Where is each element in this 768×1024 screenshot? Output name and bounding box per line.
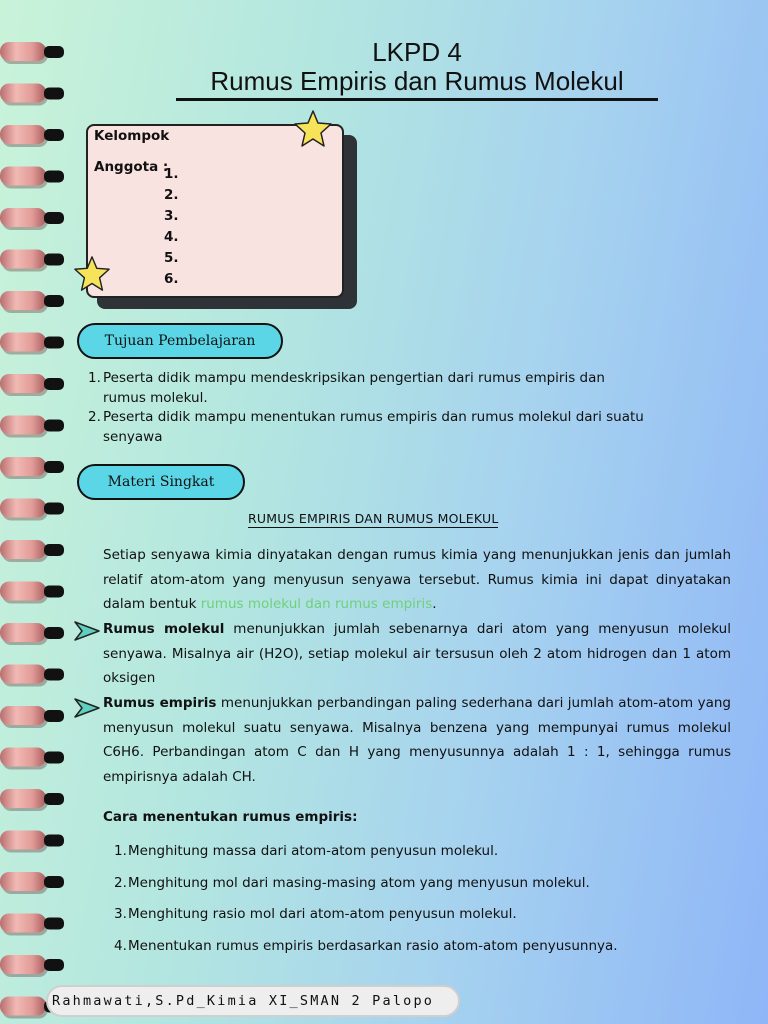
objectives-heading: Tujuan Pembelajaran xyxy=(77,323,283,359)
spiral-coil xyxy=(0,416,46,435)
binding-hole xyxy=(44,212,64,224)
spiral-coil xyxy=(0,955,46,974)
spiral-coil xyxy=(0,374,46,393)
objective-text: Peserta didik mampu menentukan rumus empiris dan rumus molekul dari suatu senyawa xyxy=(103,409,644,445)
binding-hole xyxy=(44,544,64,556)
spiral-coil xyxy=(0,665,46,684)
binding-hole xyxy=(44,378,64,390)
empiris-term: Rumus empiris xyxy=(103,695,217,711)
star-icon xyxy=(293,109,333,149)
spiral-coil xyxy=(0,333,46,352)
member-item: 3. xyxy=(164,208,179,224)
objective-number: 1. xyxy=(88,370,101,386)
intro-text: Setiap senyawa kimia dinyatakan dengan rumus kimia yang menunjukkan jenis dan jumlah relatif atom-atom yang menyusun senyawa tersebut. Rumus kimia ini dapat dinyatakan dalam bentuk xyxy=(103,547,731,612)
binding-hole xyxy=(44,461,64,473)
molekul-paragraph xyxy=(103,617,731,691)
spiral-coil xyxy=(0,748,46,767)
author-footer: Rahmawati,S.Pd_Kimia XI_SMAN 2 Palopo xyxy=(46,985,460,1017)
binding-hole xyxy=(44,129,64,141)
binding-hole xyxy=(44,876,64,888)
spiral-coil xyxy=(0,623,46,642)
binding-hole xyxy=(44,710,64,722)
member-item: 2. xyxy=(164,187,179,203)
title-line-2: Rumus Empiris dan Rumus Molekul xyxy=(176,66,658,101)
binding-hole xyxy=(44,503,64,515)
binding-hole xyxy=(44,420,64,432)
objectives-list xyxy=(88,369,648,447)
anggota-label: Anggota : xyxy=(94,159,169,175)
step-text: Menghitung rasio mol dari atom-atom penyusun molekul. xyxy=(128,906,517,922)
spiral-coil xyxy=(0,84,46,103)
spiral-binding xyxy=(0,0,70,1024)
molekul-term: Rumus molekul xyxy=(103,621,225,637)
spiral-coil xyxy=(0,291,46,310)
binding-hole xyxy=(44,835,64,847)
binding-hole xyxy=(44,337,64,349)
spiral-coil xyxy=(0,499,46,518)
binding-hole xyxy=(44,88,64,100)
binding-hole xyxy=(44,918,64,930)
step-item xyxy=(114,901,618,933)
spiral-coil xyxy=(0,872,46,891)
binding-hole xyxy=(44,959,64,971)
star-icon xyxy=(73,255,111,293)
member-item: 1. xyxy=(164,166,179,182)
binding-hole xyxy=(44,254,64,266)
step-number: 3. xyxy=(114,906,127,922)
spiral-coil xyxy=(0,208,46,227)
intro-end: . xyxy=(432,596,437,612)
arrow-bullet-icon xyxy=(73,620,101,642)
spiral-coil xyxy=(0,582,46,601)
binding-hole xyxy=(44,752,64,764)
member-item: 4. xyxy=(164,229,179,245)
step-number: 4. xyxy=(114,937,127,954)
binding-hole xyxy=(44,793,64,805)
step-number: 1. xyxy=(114,843,127,859)
empiris-text: menunjukkan perbandingan paling sederhana dari jumlah atom-atom yang menyusun molekul suatu senyawa. Misalnya benzena yang mempunyai rumus molekul C6H6. Perbandingan atom C dan H yang menyusunnya adalah 1 : 1, sehingga rumus empirisnya adalah CH. xyxy=(103,695,731,785)
objective-item xyxy=(88,369,648,408)
intro-highlight: rumus molekul dan rumus empiris xyxy=(200,596,433,612)
binding-hole xyxy=(44,295,64,307)
spiral-coil xyxy=(0,914,46,933)
empiris-paragraph xyxy=(103,691,731,789)
step-number: 2. xyxy=(114,874,127,891)
member-item: 5. xyxy=(164,250,179,266)
step-item xyxy=(114,933,618,965)
step-text: Menghitung mol dari masing-masing atom yang menyusun molekul. xyxy=(128,874,590,891)
group-card xyxy=(86,124,344,298)
spiral-coil xyxy=(0,789,46,808)
title-line-1: LKPD 4 xyxy=(372,37,462,67)
spiral-coil xyxy=(0,457,46,476)
step-text: Menghitung massa dari atom-atom penyusun molekul. xyxy=(128,843,499,859)
binding-hole xyxy=(44,627,64,639)
steps-heading: Cara menentukan rumus empiris: xyxy=(103,809,358,825)
steps-list xyxy=(114,838,618,964)
binding-hole xyxy=(44,669,64,681)
step-item xyxy=(114,838,618,870)
spiral-coil xyxy=(0,167,46,186)
spiral-coil xyxy=(0,125,46,144)
spiral-coil xyxy=(0,42,46,61)
objective-item xyxy=(88,408,648,447)
molekul-text: menunjukkan jumlah sebenarnya dari atom yang menyusun molekul senyawa. Misalnya air (H2O), setiap molekul air tersusun oleh 2 atom hidrogen dan 1 atom oksigen xyxy=(103,621,731,686)
materi-heading: Materi Singkat xyxy=(77,464,245,500)
page-title xyxy=(176,38,658,101)
spiral-coil xyxy=(0,706,46,725)
binding-hole xyxy=(44,171,64,183)
step-item xyxy=(114,870,618,902)
arrow-bullet-icon xyxy=(73,697,101,719)
binding-hole xyxy=(44,46,64,58)
spiral-coil xyxy=(0,997,46,1016)
objective-text: Peserta didik mampu mendeskripsikan pengertian dari rumus empiris dan rumus molekul. xyxy=(103,370,605,406)
spiral-coil xyxy=(0,540,46,559)
member-item: 6. xyxy=(164,271,179,287)
member-list xyxy=(164,164,179,290)
intro-paragraph xyxy=(103,543,731,617)
step-text: Menentukan rumus empiris berdasarkan rasio atom-atom penyusunnya. xyxy=(128,937,618,954)
binding-hole xyxy=(44,586,64,598)
spiral-coil xyxy=(0,831,46,850)
materi-subheading-text: RUMUS EMPIRIS DAN RUMUS MOLEKUL xyxy=(248,511,499,526)
kelompok-label: Kelompok xyxy=(94,128,170,144)
spiral-coil xyxy=(0,250,46,269)
objective-number: 2. xyxy=(88,409,101,425)
